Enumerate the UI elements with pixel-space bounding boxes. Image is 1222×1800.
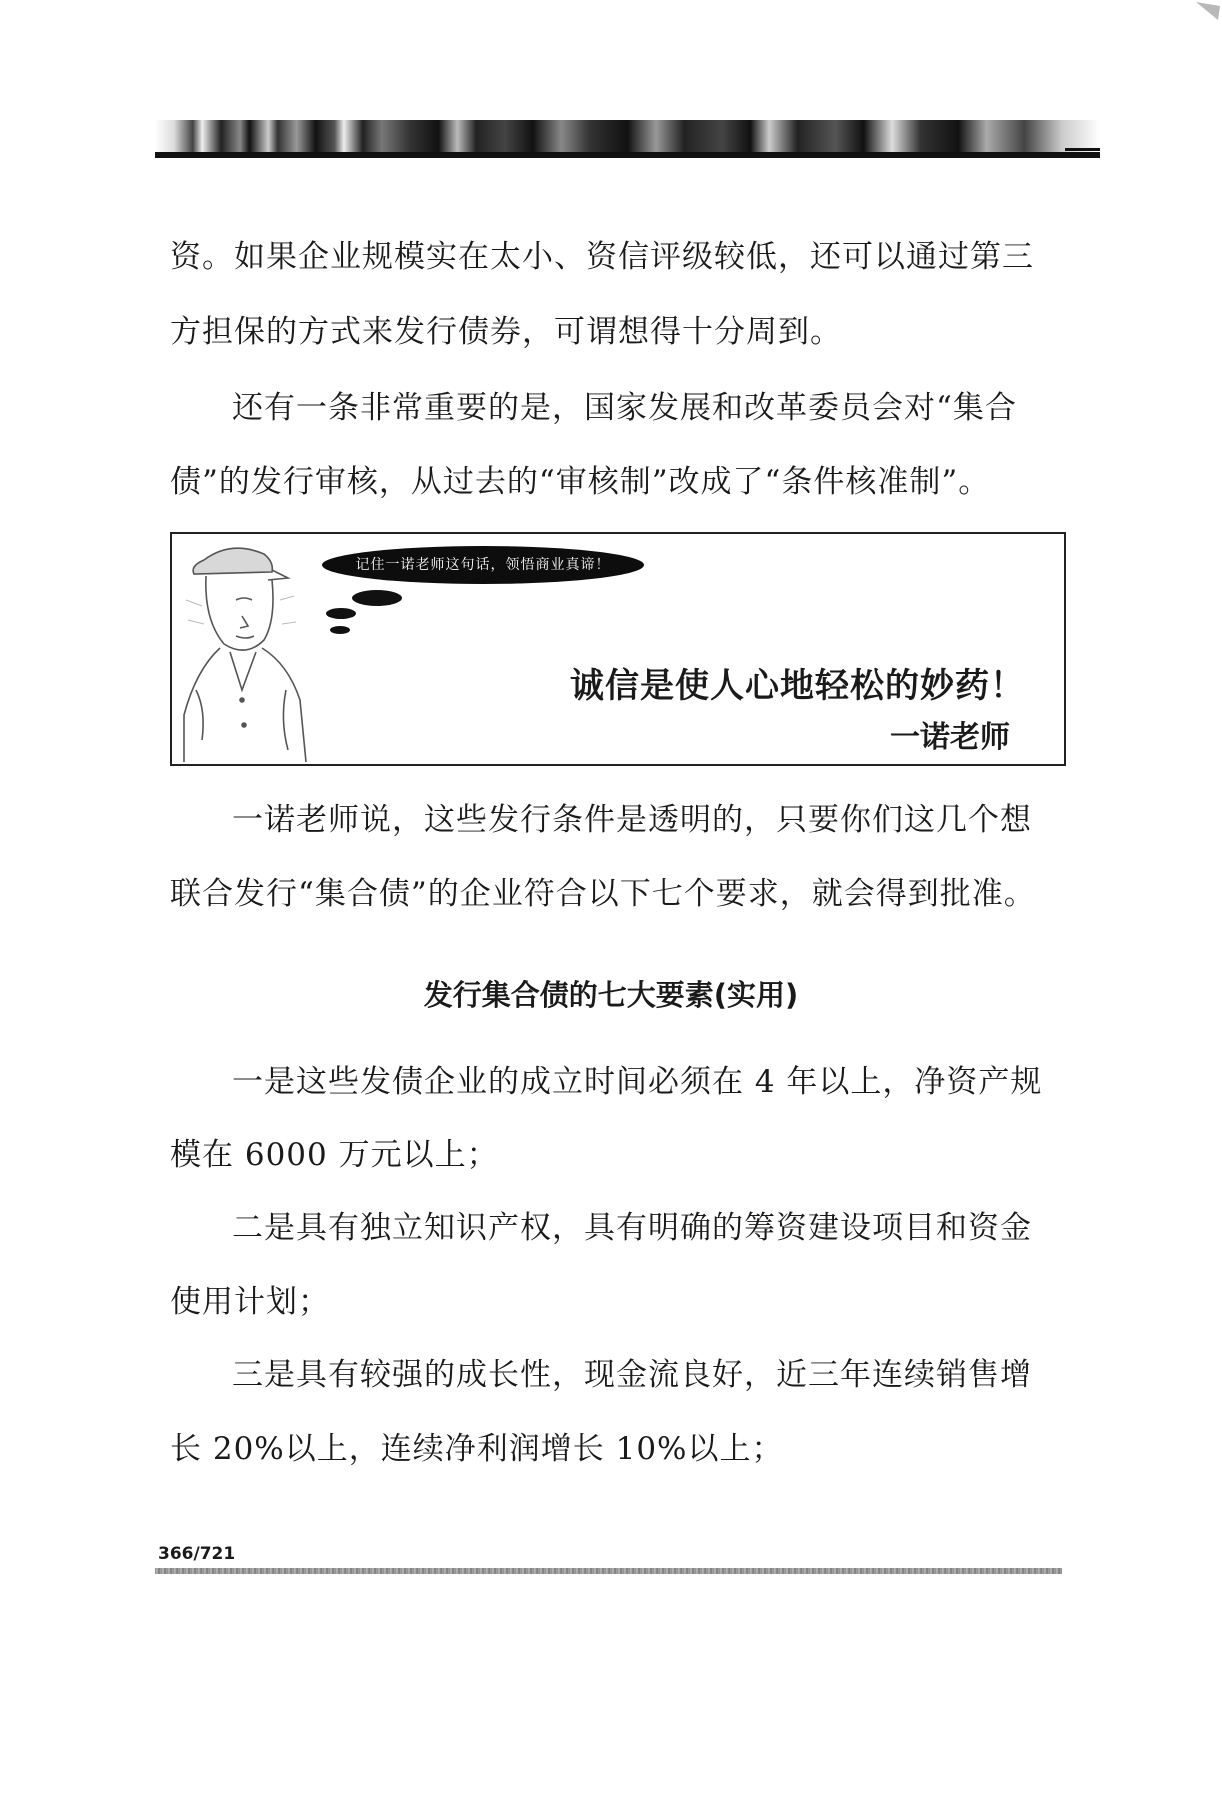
paragraph-line: 长 20%以上，连续净利润增长 10%以上；	[170, 1431, 784, 1467]
footer-rule	[155, 1568, 1062, 1574]
quote-text: 诚信是使人心地轻松的妙药！	[570, 666, 1025, 706]
header-rule-accent	[1065, 148, 1100, 151]
paragraph-line: 还有一条非常重要的是，国家发展和改革委员会对“集合	[232, 390, 1017, 426]
thought-puff	[326, 608, 356, 619]
paragraph-line: 方担保的方式来发行债券，可谓想得十分周到。	[170, 314, 842, 350]
thought-puff	[330, 626, 350, 634]
speech-bubble: 记住一诺老师这句话，领悟商业真谛！	[322, 546, 644, 584]
page-number: 366/721	[158, 1544, 236, 1564]
paragraph-line: 联合发行“集合债”的企业符合以下七个要求，就会得到批准。	[170, 876, 1036, 912]
paragraph-line: 一诺老师说，这些发行条件是透明的，只要你们这几个想	[232, 802, 1032, 838]
paragraph-line: 债”的发行审核，从过去的“审核制”改成了“条件核准制”。	[170, 464, 991, 500]
paragraph-line: 三是具有较强的成长性，现金流良好，近三年连续销售增	[232, 1357, 1032, 1393]
paragraph-line: 模在 6000 万元以上；	[170, 1137, 499, 1173]
paragraph-line: 使用计划；	[170, 1284, 330, 1320]
thought-puff	[352, 590, 402, 606]
paragraph-line: 二是具有独立知识产权，具有明确的筹资建设项目和资金	[232, 1210, 1032, 1246]
header-band	[155, 120, 1100, 154]
quote-author: 一诺老师	[890, 720, 1010, 755]
header-rule	[155, 152, 1100, 158]
paragraph-line: 一是这些发债企业的成立时间必须在 4 年以上，净资产规	[232, 1064, 1043, 1100]
section-heading: 发行集合债的七大要素(实用)	[423, 978, 799, 1012]
teacher-portrait-icon	[176, 540, 326, 762]
scan-corner-mark	[1192, 0, 1222, 24]
paragraph-line: 资。如果企业规模实在太小、资信评级较低，还可以通过第三	[170, 239, 1034, 275]
